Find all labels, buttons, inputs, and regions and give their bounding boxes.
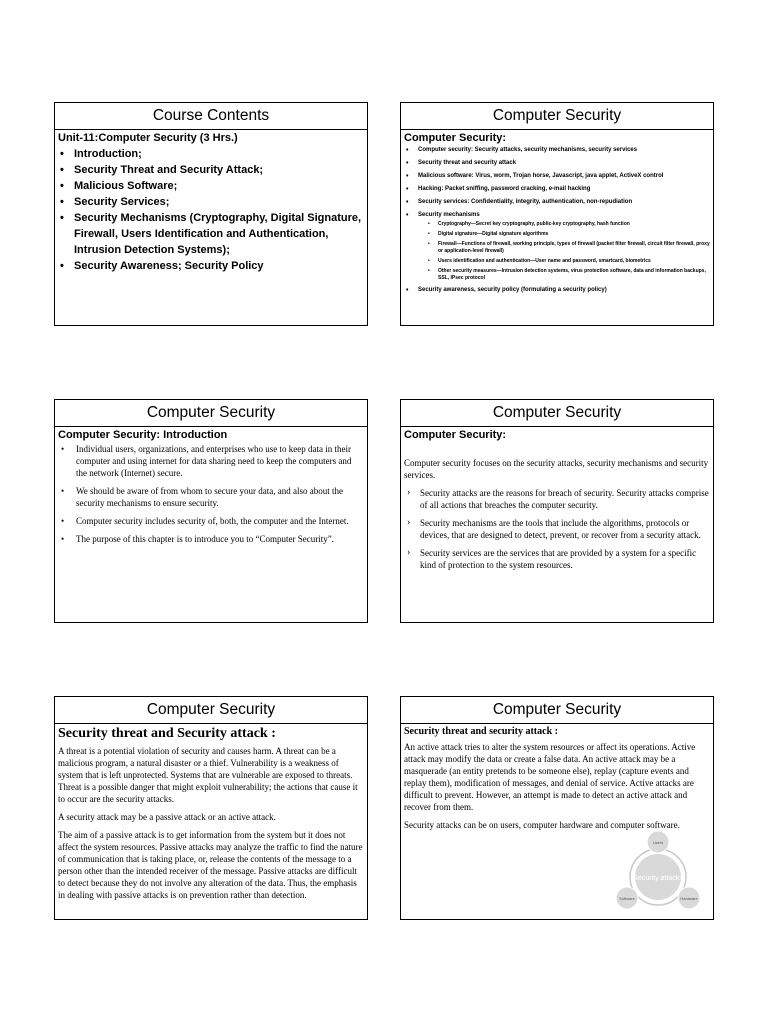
- slide-introduction: [54, 399, 368, 623]
- list-item: • Malicious software: Virus, worm, Trojan horse, Javascript, java applet, ActiveX control: [404, 172, 710, 181]
- bullet-list: [404, 146, 710, 295]
- diagram-label-software: Software: [619, 896, 635, 901]
- list-item: • Security threat and security attack: [404, 159, 710, 168]
- sub-list-item: • Digital signature—Digital signature algorithms: [418, 231, 710, 238]
- list-item: › Security mechanisms are the tools that include the algorithms, protocols or devices, that are designed to detect, prevent, or recover from a security attack.: [404, 517, 710, 541]
- diagram-center-label: Security attacks: [633, 875, 683, 882]
- list-item: • The purpose of this chapter is to introduce you to “Computer Security”.: [58, 533, 364, 545]
- slide-subtitle: Computer Security:: [404, 132, 507, 144]
- paragraph: A security attack may be a passive attack or an active attack.: [58, 812, 276, 822]
- list-item: • Security Mechanisms (Cryptography, Digital Signature, Firewall, Users Identification and Authentication, Intrusion Detection Systems);: [58, 210, 364, 258]
- paragraph: A threat is a potential violation of security and causes harm. A threat can be a malicious program, a natural disaster or a thief. Vulnerability is a weakness of system that is left unprotected. Systems that are vulnerable are exposed to threats. Threat is a possible danger that might exploit vulnerability; the actions that cause it to occur are the security attacks.: [58, 746, 358, 804]
- sub-list-item: • Users identification and authentication—User name and password, smartcard, biometrics: [418, 258, 710, 265]
- sub-bullet-list: [418, 221, 710, 282]
- list-item: • Individual users, organizations, and enterprises who use to keep data in their computer and using internet for data sharing need to keep the computers and the network (Internet) secure.: [58, 443, 364, 479]
- slide-title: Computer Security: [401, 400, 713, 427]
- slide-title: Computer Security: [401, 103, 713, 130]
- bullet-list: [58, 146, 364, 274]
- list-item-text: Security mechanisms: [418, 212, 480, 218]
- paragraph: An active attack tries to alter the system resources or affect its operations. Active attack may modify the data or create a false data. An active attack may be a masquerade (an entity pretends to be someone else), replay (capture events and replay them), modification of messages, and denial of service. Active attacks are difficult to prevent. However, an attempt is made to detect an active attack and recover from them.: [404, 742, 696, 812]
- slide-subtitle: Unit-11:Computer Security (3 Hrs.): [58, 132, 238, 144]
- slide-subtitle: Security threat and security attack :: [404, 726, 558, 737]
- slide-title: Computer Security: [401, 697, 713, 724]
- list-item: › Security services are the services that are provided by a system for a specific kind of protection to the system resources.: [404, 547, 710, 571]
- slide-title: Course Contents: [55, 103, 367, 130]
- slide-subtitle: Computer Security: Introduction: [58, 429, 228, 441]
- paragraph: The aim of a passive attack is to get information from the system but it does not affect the system resources. Passive attacks may analyze the traffic to find the nature of communication that is taking place, or, release the contents of the message to a person other than the intended receiver of the message. Passive attacks are difficult to detect because they do not involve any alteration of the data. Thus, the emphasis in dealing with passive attacks is on prevention rather than detection.: [58, 830, 363, 900]
- bullet-list: [58, 443, 364, 545]
- slide-subtitle: Security threat and Security attack :: [58, 726, 276, 741]
- list-item: › Security attacks are the reasons for breach of security. Security attacks comprise of all actions that breaches the computer security.: [404, 487, 710, 511]
- security-attacks-diagram: [607, 829, 707, 917]
- intro-paragraph: Computer security focuses on the security attacks, security mechanisms and security services.: [404, 458, 709, 480]
- list-item: • We should be aware of from whom to secure your data, and also about the security mechanisms to ensure security.: [58, 485, 364, 509]
- list-item: • Introduction;: [58, 146, 364, 162]
- slide-security-focus: [400, 399, 714, 623]
- list-item: • Security awareness, security policy (formulating a security policy): [404, 286, 710, 295]
- list-item: • Security Awareness; Security Policy: [58, 258, 364, 274]
- slide-course-contents: [54, 102, 368, 326]
- list-item: [404, 211, 710, 282]
- list-item: • Security services: Confidentiality, integrity, authentication, non-repudiation: [404, 198, 710, 207]
- sub-list-item: • Firewall—Functions of firewall, working principle, types of firewall (packet filter firewall, circuit filter firewall, proxy or application-level firewall): [418, 241, 710, 255]
- diagram-label-hardware: Hardware: [680, 896, 698, 901]
- sub-list-item: • Cryptography—Secret key cryptography, public-key cryptography, hash function: [418, 221, 710, 228]
- list-item: • Computer security: Security attacks, security mechanisms, security services: [404, 146, 710, 155]
- list-item: • Hacking: Packet sniffing, password cracking, e-mail hacking: [404, 185, 710, 194]
- list-item: • Computer security includes security of, both, the computer and the Internet.: [58, 515, 364, 527]
- slide-title: Computer Security: [55, 697, 367, 724]
- sub-list-item: • Other security measures—Intrusion detection systems, virus protection software, data and information backups, SSL, IPsec protocol: [418, 268, 710, 282]
- slide-active-attack: [400, 696, 714, 920]
- list-item: • Malicious Software;: [58, 178, 364, 194]
- bullet-list: [404, 487, 710, 571]
- slide-subtitle: Computer Security:: [404, 429, 507, 441]
- slide-title: Computer Security: [55, 400, 367, 427]
- slide-computer-security-outline: [400, 102, 714, 326]
- list-item: • Security Threat and Security Attack;: [58, 162, 364, 178]
- slide-threat-passive: [54, 696, 368, 920]
- list-item: • Security Services;: [58, 194, 364, 210]
- diagram-label-users: Users: [652, 840, 664, 845]
- paragraph: Security attacks can be on users, computer hardware and computer software.: [404, 820, 680, 830]
